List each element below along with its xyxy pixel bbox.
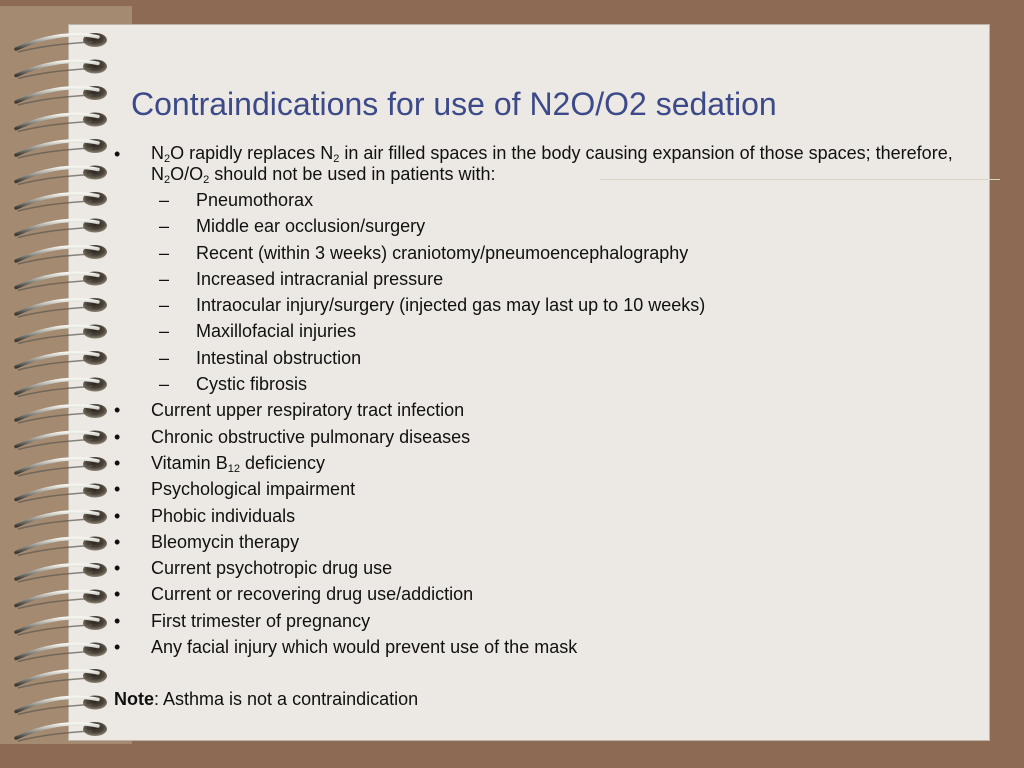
intro-text: $N_2O$ rapidly replaces $N_2$ in air filled spaces in the body causing expansion of those spaces; therefore, $N_2O/O_2$ should not be used in patients with:	[151, 143, 953, 186]
sub-list	[114, 187, 974, 397]
binding-ring-icon	[16, 351, 107, 370]
binding-ring-icon	[16, 537, 107, 556]
spiral-binding-icon	[0, 0, 132, 768]
sub-list-item: – Recent (within 3 weeks) craniotomy/pneumoencephalography	[159, 242, 689, 263]
binding-ring-icon	[16, 590, 107, 609]
binding-ring-icon	[16, 219, 107, 238]
binding-ring-icon	[16, 298, 107, 317]
binding-ring-icon	[16, 192, 107, 211]
binding-ring-icon	[16, 696, 107, 715]
list-item: • Bleomycin therapy	[114, 531, 300, 552]
note-label: Note	[114, 689, 154, 710]
sub-list-item: – Intraocular injury/surgery (injected gas may last up to 10 weeks)	[159, 295, 706, 316]
sub-list-item: – Middle ear occlusion/surgery	[159, 216, 426, 237]
sub-list-item: – Pneumothorax	[159, 190, 314, 210]
note-text: : Asthma is not a contraindication	[154, 689, 419, 710]
sub-list-item: – Increased intracranial pressure	[159, 268, 444, 289]
binding-ring-icon	[16, 722, 107, 741]
list-item: • Vitamin $B_{12}$ deficiency	[114, 452, 325, 475]
binding-ring-icon	[16, 378, 107, 397]
binding-ring-icon	[16, 669, 107, 688]
slide-body	[114, 141, 974, 712]
bullet-marker: •	[114, 144, 121, 164]
binding-ring-icon	[16, 33, 107, 52]
binding-ring-icon	[16, 616, 107, 635]
intro-bullet	[114, 141, 974, 185]
list-item: • Current or recovering drug use/addiction	[114, 584, 474, 605]
list-item: • Any facial injury which would prevent use of the mask	[114, 637, 578, 658]
binding-ring-icon	[16, 563, 107, 582]
binding-ring-icon	[16, 510, 107, 529]
binding-ring-icon	[16, 60, 107, 79]
binding-ring-icon	[16, 484, 107, 503]
binding-ring-icon	[16, 245, 107, 264]
sub-list-item: – Maxillofacial injuries	[159, 321, 357, 342]
slide-title: Contraindications for use of N2O/O2 sedation	[131, 86, 777, 122]
binding-ring-icon	[16, 139, 107, 158]
binding-ring-icon	[16, 272, 107, 291]
list-item: • Phobic individuals	[114, 505, 296, 526]
binding-ring-icon	[16, 325, 107, 344]
sub-list-item: – Cystic fibrosis	[159, 374, 308, 395]
list-item: • First trimester of pregnancy	[114, 610, 371, 631]
binding-ring-icon	[16, 86, 107, 105]
binding-ring-icon	[16, 113, 107, 132]
list-item: • Chronic obstructive pulmonary diseases	[114, 426, 471, 447]
bullet-list	[114, 397, 974, 660]
binding-ring-icon	[16, 457, 107, 476]
list-item: • Current upper respiratory tract infection	[114, 400, 465, 421]
note-line	[114, 686, 974, 712]
binding-ring-icon	[16, 404, 107, 423]
binding-ring-icon	[16, 431, 107, 450]
binding-ring-icon	[16, 166, 107, 185]
list-item: • Current psychotropic drug use	[114, 558, 393, 579]
list-item: • Psychological impairment	[114, 479, 356, 500]
sub-list-item: – Intestinal obstruction	[159, 347, 362, 368]
binding-ring-icon	[16, 643, 107, 662]
